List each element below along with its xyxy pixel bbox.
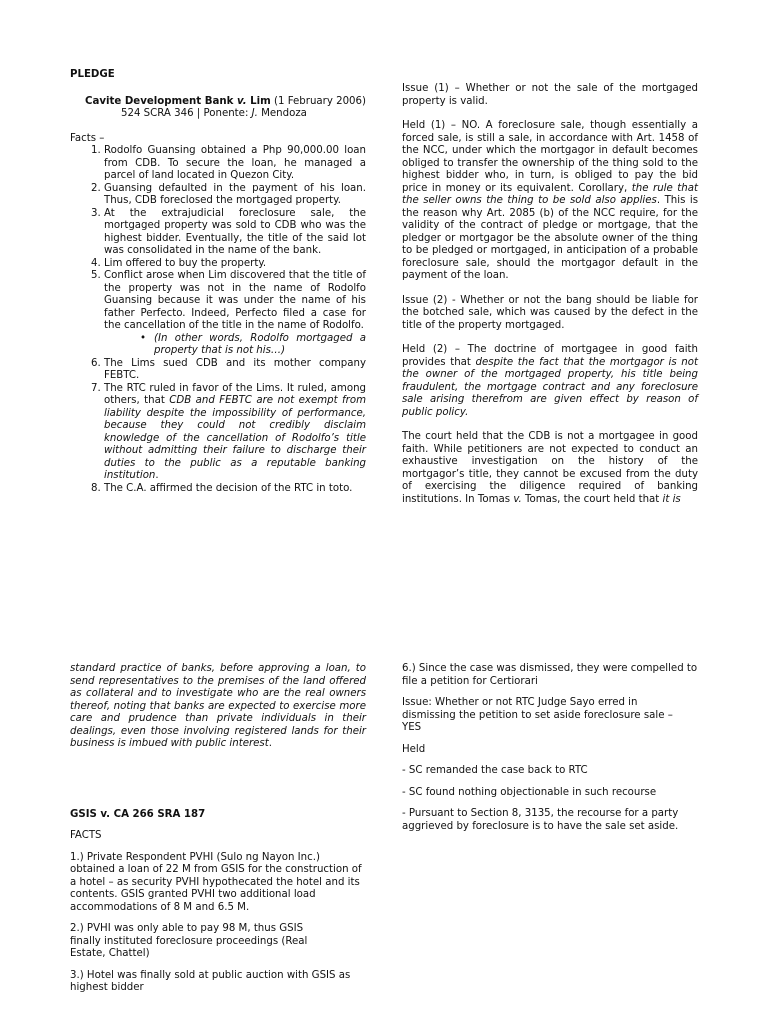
fact-item [104,383,366,483]
facts-label: Facts – [70,132,105,144]
citation-text: 524 SCRA 346 | Ponente: [121,108,252,119]
court-versus: v. [513,493,522,505]
fact7-italic: CDB and FEBTC are not exempt from liability despite the impossibility of performance, because they could not credibly disclaim knowledge of the cancellation of Rodolfo’s title without admitting their failure to discharge their duties to the public as a reputable banking institution [104,395,366,481]
page1-right-column [402,83,698,506]
gsis-fact-6: 6.) Since the case was dismissed, they were compelled to file a petition for Certiorari [402,663,698,687]
issue-2: Issue (2) - Whether or not the bang should be liable for the botched sale, which was caused by the defect in the title of the property mortgaged. [402,294,698,331]
fact-item: 4. Lim offered to buy the property. [104,258,366,271]
page2-left-column [70,663,366,995]
held-1 [402,120,698,283]
gsis-held-2: - SC found nothing objectionable in such recourse [402,786,657,798]
ponente-name: Mendoza [257,108,307,119]
gsis-case-title: GSIS v. CA 266 SRA 187 [70,808,206,820]
held-2-italic: despite the fact that the mortgagor is not the owner of the mortgaged property, his title being fraudulent, the mortgage contract and any foreclosure sale arising therefrom are given effect by reason of public policy. [402,356,698,418]
sub-bullet-item [140,332,366,358]
case-title [70,96,366,109]
page1-left-column [70,69,366,495]
fact-item: 6. The Lims sued CDB and its mother company FEBTC. [104,358,366,383]
court-text: The court held that the CDB is not a mortgagee in good faith. While petitioners are not expected to conduct an exhaustive investigation on the history of the mortgagor’s title, they cannot be excused from the duty of exercising the diligence required of banking institutions. In Tomas [402,431,698,505]
fact-item: 2. Guansing defaulted in the payment of his loan. Thus, CDB foreclosed the mortgaged property. [104,183,366,208]
fact-text: Conflict arose when Lim discovered that the title of the property was not in the name of Rodolfo Guansing because it was under the name of his father Perfecto. Indeed, Perfecto filed a case for the cancellation of the title in the name of Rodolfo. [104,270,366,331]
held-2-text: Held (2) – The doctrine of mortgagee in good faith provides that [402,344,698,368]
section-heading: PLEDGE [70,69,115,80]
gsis-held-3: - Pursuant to Section 8, 3135, the recourse for a party aggrieved by foreclosure is to have the sale set aside. [402,808,679,832]
fact7-text: The RTC ruled in favor of the Lims. It ruled, among others, that [104,382,366,406]
fact-item: 1. Rodolfo Guansing obtained a Php 90,000.00 loan from CDB. To secure the loan, he managed a parcel of land located in Quezon City. [104,145,366,183]
issue-1: Issue (1) – Whether or not the sale of the mortgaged property is valid. [402,83,698,107]
continued-italic: standard practice of banks, before approving a loan, to send representatives to the premises of the land offered as collateral and to investigate who are the real owners thereof, noting that banks are expected to exercise more care and prudence than private individuals in their dealings, even those involving registered lands for their business is imbued with public interest [70,663,366,749]
court-text-2: Tomas, the court held that [521,493,663,505]
sub-list [104,333,366,358]
ponente-title: J. [251,108,258,119]
sub-bullet-text: (In other words, Rodolfo mortgaged a property that is not his…) [154,332,366,356]
gsis-fact-3: 3.) Hotel was finally sold at public auction with GSIS as highest bidder [70,969,351,993]
bullet-icon: • [140,332,147,344]
continued-paragraph [70,663,366,751]
fact-item: 8. The C.A. affirmed the decision of the RTC in toto. [104,483,366,496]
held-2 [402,344,698,419]
court-italic: it is [662,493,681,505]
held-1-italic: the rule that the seller owns the thing to be sold also applies [402,182,698,206]
case-versus: v. [236,95,247,107]
gsis-held-label: Held [402,743,426,755]
fact-item: 3. At the extrajudicial foreclosure sale, the mortgaged property was sold to CDB who was the highest bidder. Eventually, the title of the said lot was consolidated in the name of the bank. [104,208,366,258]
case-party: Lim [246,95,271,107]
case-date: (1 February 2006) [270,95,366,107]
continued-end: . [268,738,272,749]
gsis-facts-label: FACTS [70,830,102,841]
held-1-text: Held (1) – NO. A foreclosure sale, though essentially a forced sale, is still a sale, in accordance with Art. 1458 of the NCC, under which the mortgagor in default becomes obliged to transfer the ownership of the thing sold to the highest bidder who, in turn, is obliged to pay the bid price in money or its equivalent. Corollary, [402,120,698,194]
gsis-held-1: - SC remanded the case back to RTC [402,765,588,776]
gsis-fact-2: 2.) PVHI was only able to pay 98 M, thus GSIS finally instituted foreclosure proceedings (Real Estate, Chattel) [70,923,308,959]
facts-list [70,145,366,495]
court-ruling [402,431,698,506]
case-citation [70,108,366,121]
gsis-issue: Issue: Whether or not RTC Judge Sayo erred in dismissing the petition to set aside foreclosure sale – YES [402,697,673,733]
fact-item [104,270,366,358]
fact7-end: . [155,470,159,481]
gsis-fact-1: 1.) Private Respondent PVHI (Sulo ng Nayon Inc.) obtained a loan of 22 M from GSIS for the construction of a hotel – as security PVHI hypothecated the hotel and its contents. GSIS granted PVHI two additional load accommodations of 8 M and 6.5 M. [70,851,362,913]
held-1-end: . This is the reason why Art. 2085 (b) of the NCC require, for the validity of the contract of pledge or mortgage, that the pledger or mortgagor be the absolute owner of the thing to be pledged or mortgaged, in anticipation of a probable foreclosure sale, should the mortgagor default in the payment of the loan. [402,195,699,281]
page2-right-column [402,663,702,833]
case-name: Cavite Development Bank [85,95,237,107]
